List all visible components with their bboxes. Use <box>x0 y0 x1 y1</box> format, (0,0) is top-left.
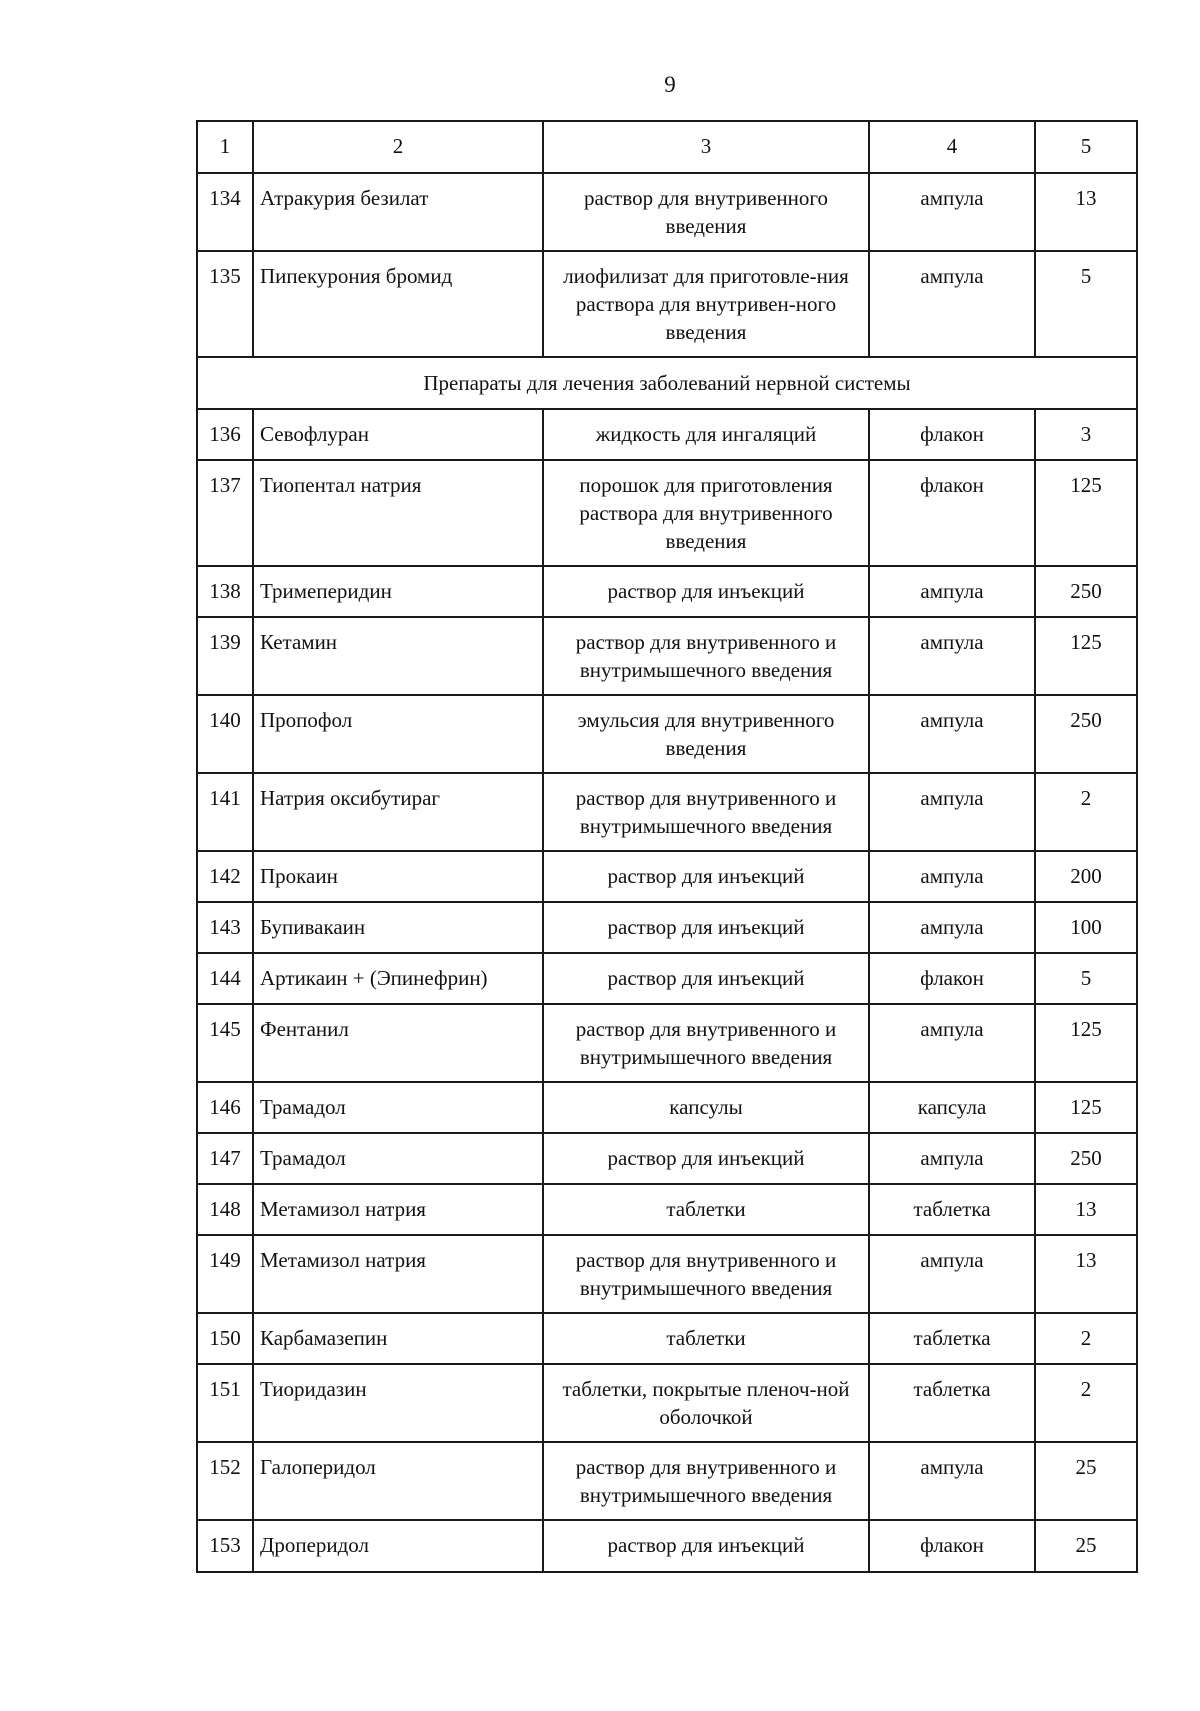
drug-name: Прокаин <box>253 851 543 902</box>
table-row <box>197 617 1137 695</box>
unit: флакон <box>869 460 1035 566</box>
dosage-form: раствор для инъекций <box>543 902 869 953</box>
drug-name: Фентанил <box>253 1004 543 1082</box>
unit: ампула <box>869 851 1035 902</box>
row-number: 153 <box>197 1520 253 1572</box>
quantity: 125 <box>1035 460 1137 566</box>
row-number: 142 <box>197 851 253 902</box>
drug-name: Трамадол <box>253 1133 543 1184</box>
drug-name: Атракурия безилат <box>253 173 543 251</box>
dosage-form: раствор для внутривенного и внутримышечного введения <box>543 773 869 851</box>
quantity: 2 <box>1035 773 1137 851</box>
drug-name: Тримеперидин <box>253 566 543 617</box>
drug-name: Метамизол натрия <box>253 1184 543 1235</box>
quantity: 250 <box>1035 1133 1137 1184</box>
unit: ампула <box>869 902 1035 953</box>
table-row <box>197 773 1137 851</box>
column-number-2: 2 <box>253 121 543 173</box>
table-row <box>197 1442 1137 1520</box>
quantity: 250 <box>1035 695 1137 773</box>
quantity: 250 <box>1035 566 1137 617</box>
unit: ампула <box>869 1004 1035 1082</box>
table-row <box>197 1364 1137 1442</box>
column-number-4: 4 <box>869 121 1035 173</box>
dosage-form: раствор для инъекций <box>543 566 869 617</box>
quantity: 25 <box>1035 1520 1137 1572</box>
row-number: 135 <box>197 251 253 357</box>
drug-name: Артикаин + (Эпинефрин) <box>253 953 543 1004</box>
drug-name: Пропофол <box>253 695 543 773</box>
unit: таблетка <box>869 1313 1035 1364</box>
quantity: 13 <box>1035 173 1137 251</box>
table-row <box>197 1082 1137 1133</box>
dosage-form: раствор для внутривенного и внутримышечного введения <box>543 1235 869 1313</box>
row-number: 134 <box>197 173 253 251</box>
column-number-3: 3 <box>543 121 869 173</box>
row-number: 140 <box>197 695 253 773</box>
column-number-1: 1 <box>197 121 253 173</box>
table-row <box>197 1004 1137 1082</box>
quantity: 3 <box>1035 409 1137 460</box>
row-number: 147 <box>197 1133 253 1184</box>
row-number: 136 <box>197 409 253 460</box>
dosage-form: таблетки <box>543 1184 869 1235</box>
unit: флакон <box>869 953 1035 1004</box>
table-row <box>197 851 1137 902</box>
row-number: 144 <box>197 953 253 1004</box>
drug-name: Метамизол натрия <box>253 1235 543 1313</box>
column-number-row <box>197 121 1137 173</box>
drug-name: Бупивакаин <box>253 902 543 953</box>
quantity: 5 <box>1035 953 1137 1004</box>
drug-name: Натрия оксибутираг <box>253 773 543 851</box>
table-row <box>197 566 1137 617</box>
unit: ампула <box>869 566 1035 617</box>
table-row <box>197 173 1137 251</box>
unit: таблетка <box>869 1184 1035 1235</box>
dosage-form: эмульсия для внутривенного введения <box>543 695 869 773</box>
table-row <box>197 1235 1137 1313</box>
row-number: 151 <box>197 1364 253 1442</box>
drug-name: Тиопентал натрия <box>253 460 543 566</box>
dosage-form: раствор для внутривенного и внутримышечного введения <box>543 1442 869 1520</box>
unit: ампула <box>869 251 1035 357</box>
quantity: 13 <box>1035 1235 1137 1313</box>
unit: капсула <box>869 1082 1035 1133</box>
quantity: 125 <box>1035 1004 1137 1082</box>
dosage-form: таблетки <box>543 1313 869 1364</box>
row-number: 137 <box>197 460 253 566</box>
dosage-form: порошок для приготовления раствора для внутривенного введения <box>543 460 869 566</box>
unit: ампула <box>869 1133 1035 1184</box>
unit: ампула <box>869 617 1035 695</box>
drug-name: Севофлуран <box>253 409 543 460</box>
drug-name: Пипекурония бромид <box>253 251 543 357</box>
table-row <box>197 953 1137 1004</box>
table-row <box>197 1133 1137 1184</box>
row-number: 141 <box>197 773 253 851</box>
row-number: 143 <box>197 902 253 953</box>
row-number: 138 <box>197 566 253 617</box>
table-body <box>197 121 1137 1572</box>
dosage-form: раствор для внутривенного и внутримышечного введения <box>543 617 869 695</box>
quantity: 13 <box>1035 1184 1137 1235</box>
quantity: 100 <box>1035 902 1137 953</box>
dosage-form: таблетки, покрытые пленоч-ной оболочкой <box>543 1364 869 1442</box>
dosage-form: раствор для внутривенного и внутримышечного введения <box>543 1004 869 1082</box>
dosage-form: капсулы <box>543 1082 869 1133</box>
table-row <box>197 251 1137 357</box>
unit: флакон <box>869 1520 1035 1572</box>
quantity: 25 <box>1035 1442 1137 1520</box>
quantity: 2 <box>1035 1364 1137 1442</box>
row-number: 146 <box>197 1082 253 1133</box>
quantity: 125 <box>1035 1082 1137 1133</box>
page-number: 9 <box>664 72 676 97</box>
drug-name: Галоперидол <box>253 1442 543 1520</box>
dosage-form: жидкость для ингаляций <box>543 409 869 460</box>
table-row <box>197 695 1137 773</box>
section-row <box>197 357 1137 409</box>
drug-name: Дроперидол <box>253 1520 543 1572</box>
drug-name: Тиоридазин <box>253 1364 543 1442</box>
column-number-5: 5 <box>1035 121 1137 173</box>
dosage-form: раствор для инъекций <box>543 851 869 902</box>
dosage-form: раствор для инъекций <box>543 1133 869 1184</box>
table-row <box>197 409 1137 460</box>
quantity: 5 <box>1035 251 1137 357</box>
unit: флакон <box>869 409 1035 460</box>
row-number: 150 <box>197 1313 253 1364</box>
row-number: 145 <box>197 1004 253 1082</box>
unit: ампула <box>869 1235 1035 1313</box>
row-number: 152 <box>197 1442 253 1520</box>
dosage-form: раствор для инъекций <box>543 953 869 1004</box>
section-title: Препараты для лечения заболеваний нервной системы <box>197 357 1137 409</box>
unit: ампула <box>869 1442 1035 1520</box>
table-row <box>197 902 1137 953</box>
unit: ампула <box>869 173 1035 251</box>
drug-name: Карбамазепин <box>253 1313 543 1364</box>
quantity: 200 <box>1035 851 1137 902</box>
quantity: 2 <box>1035 1313 1137 1364</box>
table-row <box>197 1184 1137 1235</box>
row-number: 139 <box>197 617 253 695</box>
row-number: 149 <box>197 1235 253 1313</box>
drug-name: Трамадол <box>253 1082 543 1133</box>
dosage-form: раствор для внутривенного введения <box>543 173 869 251</box>
dosage-form: лиофилизат для приготовле-ния раствора для внутривен-ного введения <box>543 251 869 357</box>
row-number: 148 <box>197 1184 253 1235</box>
dosage-form: раствор для инъекций <box>543 1520 869 1572</box>
drug-table <box>196 120 1138 1573</box>
unit: ампула <box>869 773 1035 851</box>
table-row <box>197 1520 1137 1572</box>
table-row <box>197 460 1137 566</box>
unit: таблетка <box>869 1364 1035 1442</box>
table-row <box>197 1313 1137 1364</box>
quantity: 125 <box>1035 617 1137 695</box>
unit: ампула <box>869 695 1035 773</box>
drug-name: Кетамин <box>253 617 543 695</box>
